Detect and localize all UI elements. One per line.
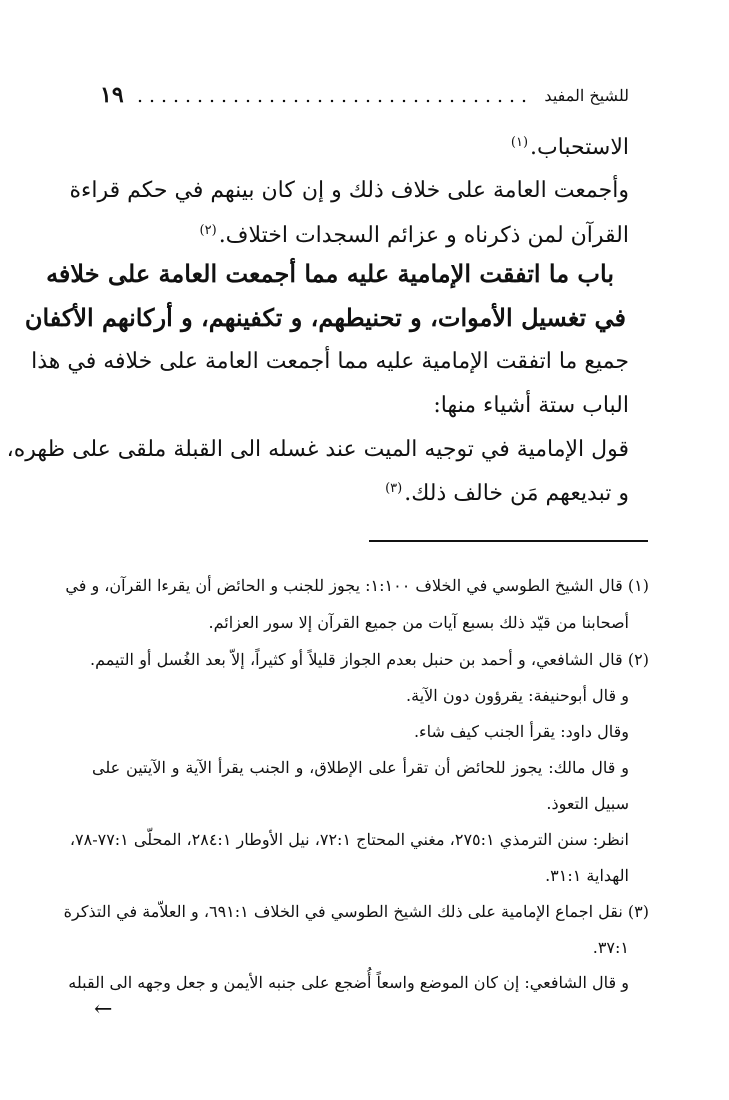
body-line-6: قول الإمامية في توجيه الميت عند غسله الى القبلة ملقى على ظهره، <box>6 437 629 462</box>
footnote-1-line-2: أصحابنا من قيّد ذلك بسبع آيات من جميع القرآن إلا سور العزائم. <box>208 613 629 632</box>
footnote-3-line-3: و قال الشافعي: إن كان الموضع واسعاً أُضجع على جنبه الأيمن و جعل وجهه الى القبله <box>68 973 629 992</box>
section-heading-line-1: باب ما اتفقت الإمامية عليه مما أجمعت العامة على خلافه <box>46 259 614 288</box>
section-heading-line-2: في تغسيل الأموات، و تحنيطهم، و تكفينهم، و أركانهم الأكفان <box>24 303 626 332</box>
footnote-2-line-3: وقال داود: يقرأ الجنب كيف شاء. <box>413 722 629 741</box>
body-line-1 <box>511 133 629 163</box>
dotted-leader <box>134 99 535 103</box>
footnote-2-line-5: سبيل التعوذ. <box>546 794 629 813</box>
body-text: و تبديعهم مَن خالف ذلك. <box>404 481 629 506</box>
body-line-5: الباب ستة أشياء منها: <box>433 393 629 418</box>
footnote-2-line-6: انظر: سنن الترمذي ٢٧٥:١، مغني المحتاج ٧٢:١، نيل الأوطار ٢٨٤:١، المحلّى ٧٧:١-٧٨، <box>69 830 629 849</box>
footnote-1-line-1: (١) قال الشيخ الطوسي في الخلاف ١:١٠٠: يجوز للجنب و الحائض أن يقرءا القرآن، و في <box>65 576 649 595</box>
footnote-2-line-1: (٢) قال الشافعي، و أحمد بن حنبل بعدم الجواز قليلاً أو كثيراً، إلاّ بعد الغُسل أو التيمم. <box>90 650 649 669</box>
body-line-2: وأجمعت العامة على خلاف ذلك و إن كان بينهم في حكم قراءة <box>69 178 629 203</box>
footnote-ref-2: (٢) <box>199 222 217 238</box>
body-text: القرآن لمن ذكرناه و عزائم السجدات اختلاف. <box>218 223 629 248</box>
footnote-2-line-2: و قال أبوحنيفة: يقرؤون دون الآية. <box>406 686 629 705</box>
footnote-ref-1: (١) <box>510 134 529 150</box>
footnote-separator <box>369 540 648 542</box>
continue-arrow-icon: ← <box>94 997 113 1022</box>
body-line-3 <box>200 221 629 251</box>
footnote-ref-3: (٣) <box>385 480 403 496</box>
body-line-4: جميع ما اتفقت الإمامية عليه مما أجمعت العامة على خلافه في هذا <box>31 349 629 374</box>
footnote-2-line-4: و قال مالك: يجوز للحائض أن تقرأ على الإطلاق، و الجنب يقرأ الآية و الآيتين على <box>92 758 629 777</box>
running-title: للشيخ المفيد <box>544 85 629 105</box>
footnote-3-line-2: ٣٧:١. <box>592 938 629 957</box>
footnote-3-line-1: (٣) نقل اجماع الإمامية على ذلك الشيخ الطوسي في الخلاف ٦٩١:١، و العلاّمة في التذكرة <box>63 902 649 921</box>
body-text: الاستحباب. <box>530 135 629 160</box>
page-number: ١٩ <box>100 82 124 108</box>
body-line-7 <box>385 479 629 509</box>
footnote-2-line-7: الهداية ٣١:١. <box>545 866 629 885</box>
page-header <box>100 78 629 112</box>
